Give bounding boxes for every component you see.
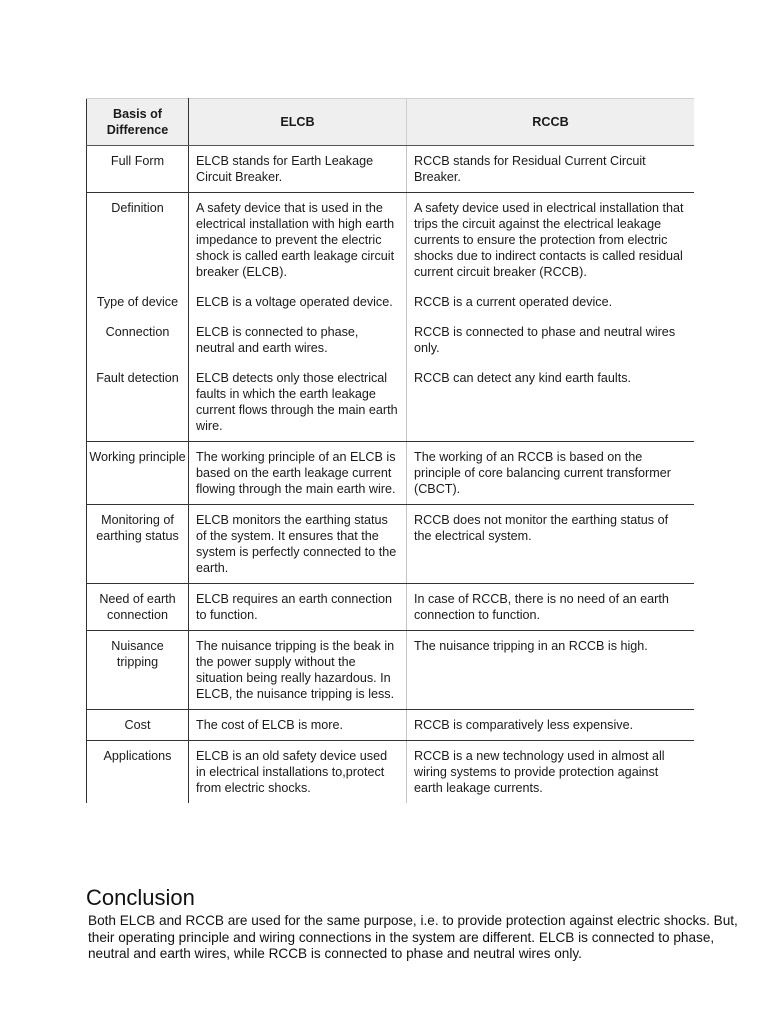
table-row	[87, 584, 695, 631]
row-basis-cell: Working principle	[87, 442, 189, 505]
table-row	[87, 505, 695, 584]
row-basis-cell: Type of device	[87, 287, 189, 317]
row-elcb-cell: A safety device that is used in the electrical installation with high earth impedance to prevent the electric shock is called earth leakage circuit breaker (ELCB).	[189, 193, 407, 288]
row-elcb-cell: The working principle of an ELCB is based on the earth leakage current flowing through the main earth wire.	[189, 442, 407, 505]
header-basis: Basis of Difference	[87, 99, 189, 146]
row-rccb-cell: A safety device used in electrical installation that trips the circuit against the electrical leakage currents to ensure the protection from electric shocks due to indirect contacts is called residual current circuit breaker (RCCB).	[407, 193, 695, 288]
row-basis-cell: Need of earth connection	[87, 584, 189, 631]
row-rccb-cell: RCCB can detect any kind earth faults.	[407, 363, 695, 442]
row-rccb-cell: The working of an RCCB is based on the principle of core balancing current transformer (CBCT).	[407, 442, 695, 505]
row-rccb-cell: RCCB is a current operated device.	[407, 287, 695, 317]
header-rccb: RCCB	[407, 99, 695, 146]
table-header-row	[87, 99, 695, 146]
row-elcb-cell: ELCB is connected to phase, neutral and earth wires.	[189, 317, 407, 363]
row-elcb-cell: ELCB requires an earth connection to function.	[189, 584, 407, 631]
conclusion-heading: Conclusion	[86, 885, 195, 910]
row-rccb-cell: RCCB does not monitor the earthing status of the electrical system.	[407, 505, 695, 584]
row-basis-cell: Connection	[87, 317, 189, 363]
table-row	[87, 193, 695, 288]
comparison-table	[86, 98, 694, 803]
row-rccb-cell: RCCB stands for Residual Current Circuit Breaker.	[407, 146, 695, 193]
row-rccb-cell: The nuisance tripping in an RCCB is high.	[407, 631, 695, 710]
row-elcb-cell: ELCB monitors the earthing status of the system. It ensures that the system is perfectly connected to the earth.	[189, 505, 407, 584]
table-row	[87, 741, 695, 804]
conclusion-paragraph: Both ELCB and RCCB are used for the same purpose, i.e. to provide protection against electric shocks. But, their operating principle and wiring connections in the system are different. ELCB is connected to phase, neutral and earth wires, while RCCB is connected to phase and neutral wires only.	[88, 913, 738, 961]
row-rccb-cell: RCCB is connected to phase and neutral wires only.	[407, 317, 695, 363]
row-elcb-cell: ELCB stands for Earth Leakage Circuit Breaker.	[189, 146, 407, 193]
row-elcb-cell: The nuisance tripping is the beak in the power supply without the situation being really hazardous. In ELCB, the nuisance tripping is less.	[189, 631, 407, 710]
table-row	[87, 442, 695, 505]
table-row	[87, 710, 695, 741]
row-elcb-cell: ELCB is an old safety device used in electrical installations to,protect from electric shocks.	[189, 741, 407, 804]
row-basis-cell: Monitoring of earthing status	[87, 505, 189, 584]
row-basis-cell: Nuisance tripping	[87, 631, 189, 710]
table-row	[87, 146, 695, 193]
row-rccb-cell: RCCB is a new technology used in almost all wiring systems to provide protection against earth leakage currents.	[407, 741, 695, 804]
table-row	[87, 317, 695, 363]
row-elcb-cell: The cost of ELCB is more.	[189, 710, 407, 741]
row-elcb-cell: ELCB is a voltage operated device.	[189, 287, 407, 317]
row-basis-cell: Full Form	[87, 146, 189, 193]
row-basis-cell: Cost	[87, 710, 189, 741]
table-row	[87, 363, 695, 442]
table-row	[87, 631, 695, 710]
row-basis-cell: Fault detection	[87, 363, 189, 442]
row-rccb-cell: RCCB is comparatively less expensive.	[407, 710, 695, 741]
row-basis-cell: Definition	[87, 193, 189, 288]
table-row	[87, 287, 695, 317]
row-basis-cell: Applications	[87, 741, 189, 804]
row-rccb-cell: In case of RCCB, there is no need of an earth connection to function.	[407, 584, 695, 631]
row-elcb-cell: ELCB detects only those electrical faults in which the earth leakage current flows through the main earth wire.	[189, 363, 407, 442]
comparison-table-wrap	[86, 98, 694, 884]
header-elcb: ELCB	[189, 99, 407, 146]
